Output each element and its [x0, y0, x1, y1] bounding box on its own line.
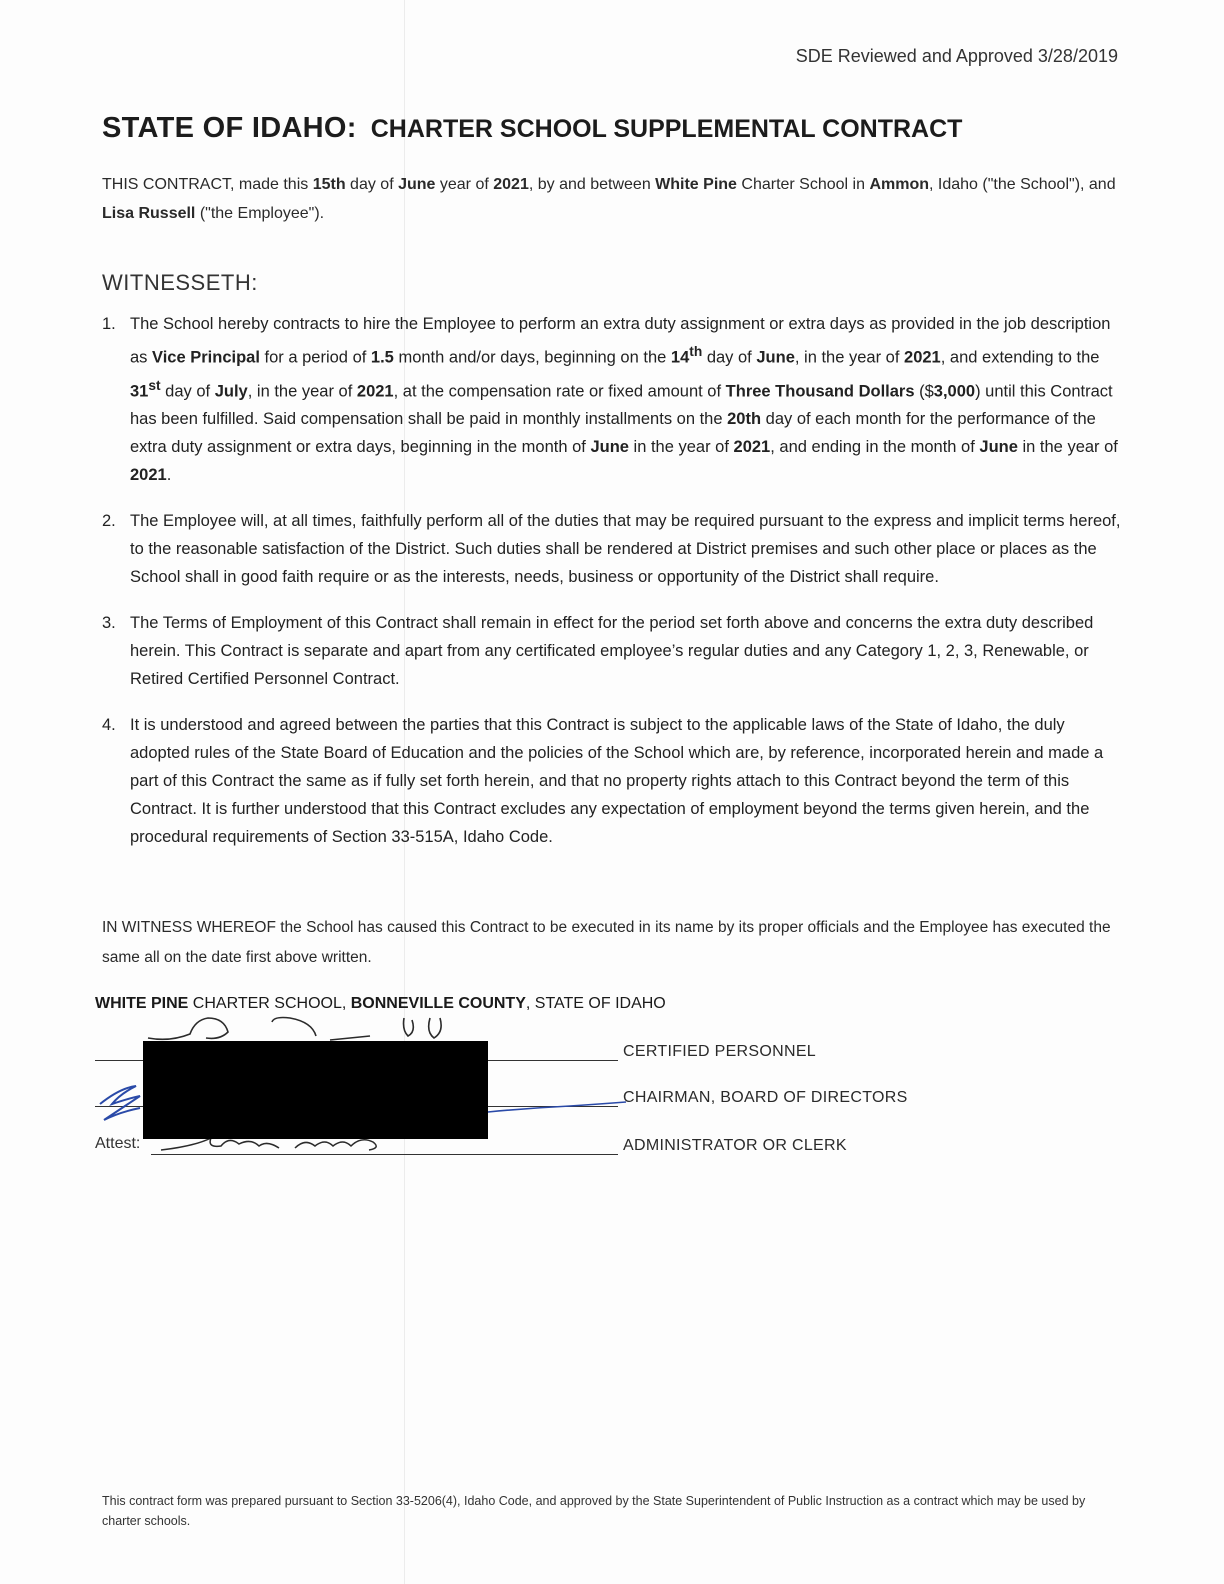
footer-note: This contract form was prepared pursuant to Section 33-5206(4), Idaho Code, and approved by the State Superintendent of Public Instruction as a contract which may be used by charter schools. [102, 1494, 1086, 1528]
role-certified-personnel: CERTIFIED PERSONNEL [623, 1043, 816, 1060]
contract-month: June [398, 176, 436, 193]
position-title: Vice Principal [152, 348, 260, 367]
contract-year: 2021 [493, 176, 529, 193]
school-name: White Pine [655, 176, 737, 193]
amount-value: 3,000 [933, 382, 976, 400]
clause-4: 4. It is understood and agreed between the parties that this Contract is subject to the applicable laws of the State of Idaho, the duly adopted rules of the State Board of Education and the policies of the School which are, by reference, incorporated herein and made a part of this Contract the same as if fully set forth herein, and that no property rights attach to this Contract beyond the term of this Contract. It is further understood that this Contract excludes any expectation of employment beyond the terms given herein, and the procedural requirements of Section 33-515A, Idaho Code. [102, 716, 1104, 846]
clause-3: 3. The Terms of Employment of this Contract shall remain in effect for the period set forth above and concerns the extra duty described herein. This Contract is separate and apart from any certificated employee’s regular duties and any Category 1, 2, 3, Renewable, or Retired Certified Personnel Contract. [102, 614, 1094, 688]
employee-name: Lisa Russell [102, 205, 196, 222]
page-title [102, 112, 962, 145]
school-city: Ammon [869, 176, 930, 193]
intro-paragraph: THIS CONTRACT, made this 15th day of June year of 2021, by and between White Pine Charter School in Ammon, Idaho ("the School"), and Lisa Russell ("the Employee"). [102, 176, 1116, 222]
clause-2: 2. The Employee will, at all times, faithfully perform all of the duties that may be required pursuant to the express and implicit terms hereof, to the reasonable satisfaction of the District. Such duties shall be rendered at District premises and such other place or places as the School shall in good faith require or as the interests, needs, business or opportunity of the District shall require. [102, 512, 1121, 586]
approval-stamp-text: SDE Reviewed and Approved 3/28/2019 [795, 46, 1118, 66]
role-chairman: CHAIRMAN, BOARD OF DIRECTORS [623, 1089, 908, 1106]
role-administrator: ADMINISTRATOR OR CLERK [623, 1137, 847, 1154]
signature-school-line: WHITE PINE CHARTER SCHOOL, BONNEVILLE COUNTY, STATE OF IDAHO [95, 995, 666, 1012]
title-state: STATE OF IDAHO: [102, 112, 357, 144]
redaction-box [143, 1041, 488, 1139]
witnesseth-heading: WITNESSETH: [102, 270, 258, 295]
clause-1: 1. The School hereby contracts to hire the Employee to perform an extra duty assignment or extra days as provided in the job description as Vice Principal for a period of 1.5 month and/or days, beginning on the 14th day of June, in the year of 2021, and extending to the 31st day of July, in the year of 2021, at the compensation rate or fixed amount of Three Thousand Dollars ($3,000) until this Contract has been fulfilled. Said compensation shall be paid in monthly installments on the 20th day of each month for the performance of the extra duty assignment or extra days, beginning in the month of June in the year of 2021, and ending in the month of June in the year of 2021. [102, 315, 1118, 484]
attest-label: Attest: [95, 1135, 141, 1152]
contract-day: 15th [312, 176, 346, 193]
contract-clauses [102, 310, 1122, 869]
title-subtitle: CHARTER SCHOOL SUPPLEMENTAL CONTRACT [370, 115, 963, 143]
in-witness-paragraph: IN WITNESS WHEREOF the School has caused this Contract to be executed in its name by its proper officials and the Employee has executed the same all on the date first above written. [102, 919, 1111, 966]
amount-words: Three Thousand Dollars [725, 382, 915, 400]
signature-line [151, 1153, 618, 1155]
